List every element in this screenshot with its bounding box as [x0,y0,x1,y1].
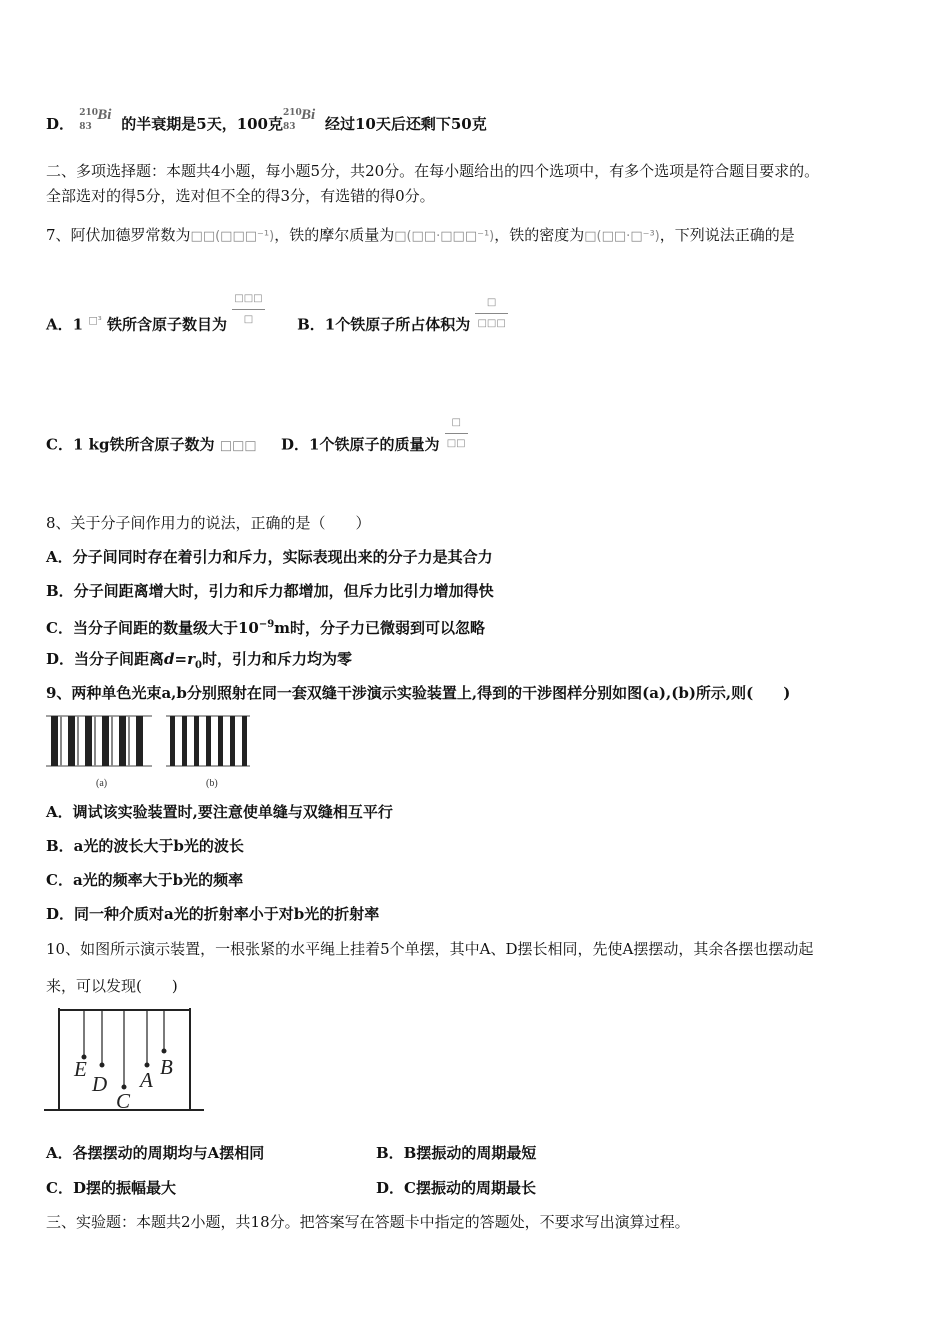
fraction: $\frac{□□□}{□}$ [232,289,264,330]
q10-option-c: C．D摆的振幅最大 [46,1179,176,1197]
formula-placeholder: □□(□□□⁻¹) [190,229,275,244]
q8-stem: 8、关于分子间作用力的说法，正确的是（ ） [46,514,371,532]
pattern-b [166,716,250,789]
pendulum-label-b: B [160,1055,173,1079]
section2-heading: 二、多项选择题：本题共4小题，每小题5分，共20分。在每小题给出的四个选项中，有多个选项是符合题目要求的。 [46,162,820,180]
option-label: D． [46,115,75,133]
pendulum-figure [44,1006,206,1114]
pendulum-label-a: A [140,1068,153,1092]
pendulum-label-d: D [92,1072,108,1096]
figure-label-a: (a) [96,778,108,789]
q9-option-a: A．调试该实验装置时,要注意使单缝与双缝相互平行 [46,803,393,821]
q10-stem-cont: 来，可以发现( ) [46,977,178,995]
q8-option-b: B．分子间距离增大时，引力和斥力都增加，但斥力比引力增加得快 [46,582,494,600]
bi-210-nuclide: 210 83 Bi [283,107,316,132]
pendulum-label-e: E [74,1057,87,1081]
formula-placeholder: □(□□·□⁻³) [584,229,660,244]
pattern-a [46,716,152,789]
figure-label-b: (b) [206,778,218,789]
q10-option-d: D．C摆振动的周期最长 [376,1179,536,1197]
q7-stem: 7、阿伏加德罗常数为□□(□□□⁻¹)，铁的摩尔质量为□(□□·□□□⁻¹)，铁的密度为□(□□·□⁻³)，下列说法正确的是 [46,226,795,244]
formula-placeholder: □(□□·□□□⁻¹) [394,229,495,244]
q6-option-d: D． 210 83 Bi 的半衰期是5天，100克 210 83 Bi 经过10天后还剩下50克 [46,107,487,133]
q8-option-c: C．当分子间距的数量级大于$10^{-9}m$时，分子力已微弱到可以忽略 [46,619,486,637]
q10-stem: 10、如图所示演示装置，一根张紧的水平绳上挂着5个单摆，其中A、D摆长相同，先使A摆摆动，其余各摆也摆动起 [46,940,814,958]
pendulum-label-c: C [116,1089,131,1113]
formula-placeholder: □□□ [219,438,257,454]
section2-heading-cont: 全部选对的得5分，选对但不全的得3分，有选错的得0分。 [46,187,435,205]
fraction: $\frac{□}{□□}$ [445,413,468,454]
q10-option-a: A．各摆摆动的周期均与A摆相同 [46,1144,265,1162]
q8-option-d: D．当分子间距离$d=r_0$时，引力和斥力均为零 [46,650,352,671]
q9-option-d: D．同一种介质对a光的折射率小于对b光的折射率 [46,905,380,923]
q10-option-b: B．B摆振动的周期最短 [376,1144,537,1162]
interference-pattern-figure [46,712,256,792]
bi-210-nuclide: 210 83 Bi [79,107,112,132]
q7-options-ab: A．1 $^{□^3}$ 铁所含原子数目为 $\frac{□□□}{□}$ B．1个铁原子所占体积为 $\frac{□}{□□□}$ [46,305,508,346]
fraction: $\frac{□}{□□□}$ [475,293,507,334]
q7-options-cd: C．1 kg铁所含原子数为 □□□ D．1个铁原子的质量为 $\frac{□}{□□}$ [46,425,468,466]
section3-heading: 三、实验题：本题共2小题，共18分。把答案写在答题卡中指定的答题处，不要求写出演算过程。 [46,1213,690,1231]
q9-stem: 9、两种单色光束a,b分别照射在同一套双缝干涉演示实验装置上,得到的干涉图样分别如图(a),(b)所示,则( ) [46,684,791,702]
q9-option-b: B．a光的波长大于b光的波长 [46,837,244,855]
q8-option-a: A．分子间同时存在着引力和斥力，实际表现出来的分子力是其合力 [46,548,493,566]
q9-option-c: C．a光的频率大于b光的频率 [46,871,244,889]
